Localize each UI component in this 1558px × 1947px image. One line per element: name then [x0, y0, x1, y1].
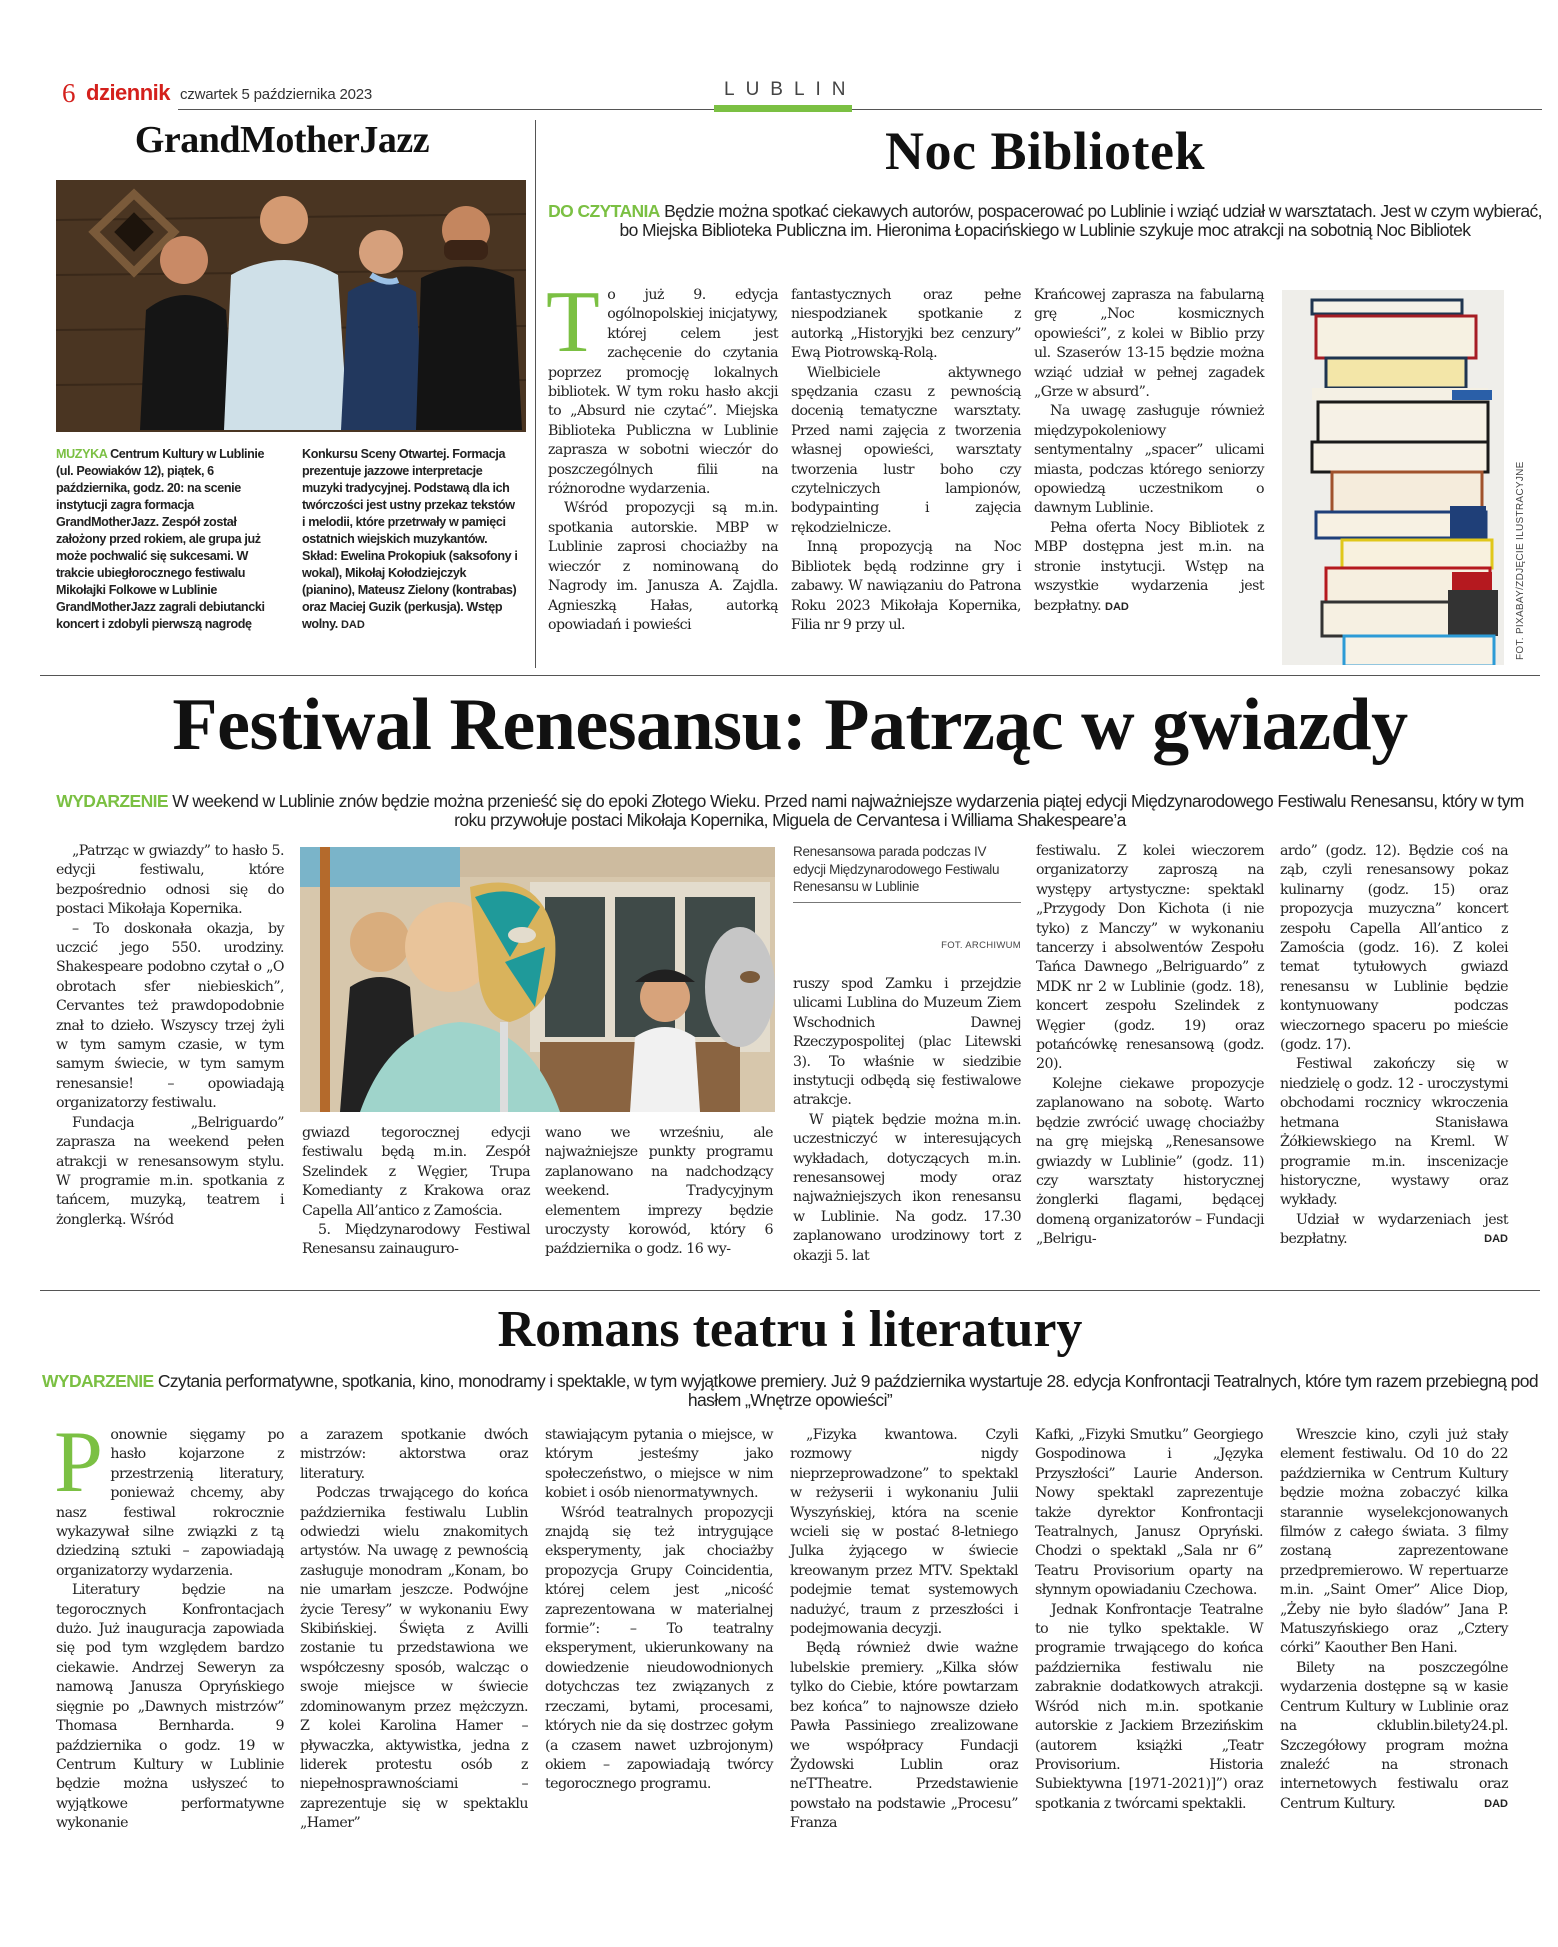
- column-divider: [535, 120, 536, 668]
- parade-photo-illustration: [300, 847, 775, 1112]
- page-header: [62, 78, 1542, 112]
- author-signature: DAD: [1484, 1797, 1508, 1810]
- caption-text: Centrum Kultury w Lublinie (ul. Peowiaków 12), piątek, 6 października, godz. 20: na scenie instytucji zagra formacja GrandMotherJazz. Zespół został założony przed rokiem, ale grupa już może pochwalić się sukcesami. W trakcie ubiegłorocznego festiwalu Mikołajki Folkowe w Lublinie GrandMotherJazz zagrali debiutancki koncert i zdobyli pierwszą nagrodę: [56, 447, 265, 631]
- paragraph: – To doskonała okazja, by uczcić jego 550. urodziny. Shakespeare podobno czytał o „O obrotach sfer niebieskich”, Cervantes też prawdopodobnie znał to dzieło. Wszyscy trzej żyli w tym samym czasie, w tym samym świecie, w tym samym renesansie! – opowiadają organizatorzy festiwalu.: [56, 920, 284, 1112]
- band-photo: [56, 180, 526, 432]
- lead-text: Czytania performatywne, spotkania, kino, monodramy i spektakle, w tym wyjątkowe premiery. Już 9 października wystartuje 28. edycja Konfrontacji Teatralnych, które tym razem przebiegną pod hasłem „Wnętrze opowieści”: [153, 1371, 1539, 1410]
- paragraph: wano we wrześniu, ale najważniejsze punkty programu zaplanowano na nadchodzący weekend. Tradycyjnym elementem imprezy będzie uroczysty korowód, który 6 października o godz. 16 wy-: [545, 1125, 773, 1258]
- paragraph: Jednak Konfrontacje Teatralne to nie tylko spektakle. W programie trwającego do końca października festiwalu nie zabraknie dodatkowych atrakcji. Wśród nich m.in. spotkanie autorskie z Jackiem Brzezińskim (autorem książki „Teatr Provisorium. Historia Subiektywna [1971-2021)]”) oraz spotkania z twórcami spektakli.: [1035, 1601, 1263, 1812]
- section-label: LUBLIN: [724, 79, 857, 100]
- lead-text: W weekend w Lublinie znów będzie można przenieść się do epoki Złotego Wieku. Przed nami najważniejsze wydarzenia piątej edycji Międzynarodowego Festiwalu Renesansu, który w tym roku przywołuje postaci Mikołaja Kopernika, Miguela de Cervantesa i Williama Shakespeare’a: [167, 791, 1524, 830]
- books-stack-illustration: [1282, 290, 1504, 665]
- paragraph: Krańcowej zaprasza na fabularną grę „Noc kosmicznych opowieści”, z kolei w Biblio przy ul. Szaserów 13-15 będzie można wziąć udział w pełnej zagadek „Grze w absurd”.: [1034, 287, 1264, 401]
- article-column-4: [790, 1426, 1018, 1834]
- page-number: 6: [62, 78, 76, 108]
- drop-cap: P: [54, 1414, 103, 1511]
- photo-credit: FOT. PIXABAY/ZDJĘCIE ILUSTRACYJNE: [1515, 461, 1526, 660]
- section-divider: [40, 1290, 1540, 1291]
- article-column-1: [54, 1414, 284, 1834]
- photo-caption: Renesansowa parada podczas IV edycji Międzynarodowego Festiwalu Renesansu w Lublinie: [793, 843, 1021, 903]
- author-signature: DAD: [1484, 1233, 1508, 1246]
- paragraph: Inną propozycją na Noc Bibliotek będą rodzinne gry i zabawy. W nawiązaniu do Patrona Roku 2023 Mikołaja Kopernika, Filia nr 9 przy ul.: [791, 539, 1021, 633]
- paragraph: „Fizyka kwantowa. Czyli rozmowy nigdy nieprzeprowadzone” to spektakl w reżyserii i wykonaniu Julii Wyszyńskiej, która na scenie wcieli się w postać 8-letniego Julka żyjącego w świecie kreowanym przez MTV. Spektakl podejmie temat systemowych nadużyć, traum z przeszłości i podejmowania decyzji.: [790, 1427, 1018, 1638]
- issue-date: czwartek 5 października 2023: [180, 86, 373, 103]
- article-column-5: [1035, 1426, 1263, 1814]
- article-title: Festiwal Renesansu: Patrząc w gwiazdy: [172, 684, 1408, 766]
- books-photo: [1282, 290, 1504, 665]
- paragraph: Ponownie sięgamy po hasło kojarzone z przestrzenią literatury, ponieważ chcemy, aby nasz festiwal rokrocznie wykazywał silne związki z tą dziedziną sztuki – zapowiadają organizatorzy wydarzenia.: [54, 1414, 284, 1579]
- article-column-1: [56, 842, 284, 1230]
- paragraph: ruszy spod Zamku i przejdzie ulicami Lublina do Muzeum Ziem Wschodnich Dawnej Rzeczypospolitej (plac Litewski 3). To właśnie w siedzibie instytucji odbędą się festiwalowe atrakcje.: [793, 976, 1021, 1109]
- article-column-3: [545, 1426, 773, 1795]
- paragraph: Udział w wydarzeniach jest bezpłatny. DAD: [1280, 1211, 1508, 1250]
- article-column-1: [546, 274, 778, 635]
- article-column-5: [1036, 842, 1264, 1250]
- lead-kicker: WYDARZENIE: [41, 1371, 154, 1391]
- article-title: GrandMotherJazz: [134, 119, 430, 161]
- drop-cap: T: [546, 274, 600, 371]
- paragraph: Fundacja „Belriguardo” zaprasza na weekend pełen atrakcji w renesansowym stylu. W programie m.in. spotkania z tańcem, muzyką, teatrem i żonglerką. Wśród: [56, 1114, 284, 1228]
- author-signature: DAD: [340, 619, 365, 631]
- paragraph: 5. Międzynarodowy Festiwal Renesansu zainauguro-: [302, 1222, 530, 1258]
- paragraph: Kafki, „Fizyki Smutku” Georgiego Gospodinowa i „Języka Przyszłości” Laurie Anderson. Nowy spektakl zaprezentuje także dyrektor Konfrontacji Teatralnych, Janusz Opryński. Chodzi o spektakl „Sala nr 6” Teatru Provisorium oparty na słynnym opowiadaniu Czechowa.: [1035, 1427, 1263, 1599]
- paragraph: festiwalu. Z kolei wieczorem organizatorzy zaproszą na występy artystyczne: spektakl „Przygody Don Kichota (i nie tyko) z Manczy” w wykonaniu tancerzy i absolwentów Zespołu Tańca Dawnego „Belriguardo” z MDK nr 2 w Lublinie (godz. 18), koncert zespołu Szelindek z Węgier (godz. 19) oraz potańcówkę renesansową (godz. 20).: [1036, 843, 1264, 1073]
- paragraph: Wreszcie kino, czyli już stały element festiwalu. Od 10 do 22 października w Centrum Kultury będzie można zobaczyć kilka starannie wyselekcjonowanych filmów z całego świata. 3 filmy zostaną zaprezentowane przedpremierowo. W repertuarze m.in. „Saint Omer” Alice Diop, „Żeby nie było śladów” Jana P. Matuszyńskiego oraz „Cztery córki” Kaouther Ben Hani.: [1280, 1427, 1508, 1657]
- photo-caption-col2: [302, 446, 520, 634]
- article-column-2: [302, 1124, 530, 1260]
- paragraph: Kolejne ciekawe propozycje zaplanowano na sobotę. Warto będzie zwrócić uwagę chociażby na grę miejską „Renesansowe gwiazdy w Lublinie” (godz. 11) czy warsztaty historycznej żonglerki flagami, będącej domeną organizatorów – Fundacji „Belrigu-: [1036, 1075, 1264, 1248]
- section-divider: [40, 675, 1540, 676]
- article-title: Noc Bibliotek: [884, 121, 1205, 181]
- header-rule: [178, 109, 1542, 110]
- article-column-6: [1280, 1426, 1508, 1814]
- photo-credit: FOT. ARCHIWUM: [941, 940, 1021, 951]
- lead-kicker: DO CZYTANIA: [548, 201, 660, 221]
- paragraph: Pełna oferta Nocy Bibliotek z MBP dostępna jest m.in. na stronie instytucji. Wstęp na wszystkie wydarzenia jest bezpłatny. DAD: [1034, 519, 1264, 614]
- article-title: Romans teatru i literatury: [497, 1301, 1083, 1358]
- article-lead: [40, 1372, 1540, 1410]
- article-column-6: [1280, 842, 1508, 1250]
- photo-caption-col1: [56, 446, 274, 633]
- paragraph: Festiwal zakończy się w niedzielę o godz. 12 - uroczystymi obchodami rocznicy wkroczenia hetmana Stanisława Żółkiewskiego na Kreml. W programie m.in. inscenizacje historyczne, wystawy oraz wykłady.: [1280, 1056, 1508, 1209]
- paragraph: gwiazd tegorocznej edycji festiwalu będą m.in. Zespół Szelindek z Węgier, Trupa Komedianty z Krakowa oraz Capella All’antico z Zamościa.: [302, 1125, 530, 1219]
- paragraph: „Patrząc w gwiazdy” to hasło 5. edycji festiwalu, które bezpośrednio odnosi się do postaci Mikołaja Kopernika.: [56, 843, 284, 918]
- article-lead: [545, 202, 1545, 240]
- parade-photo: [300, 847, 775, 1112]
- paragraph: Wśród teatralnych propozycji znajdą się też intrygujące eksperymenty, jak chociażby propozycja Grupy Coincidentia, której celem jest „nicość zaprezentowana w materialnej formie”: – To teatralny eksperyment, ukierunkowany na dowiedzenie nieudowodnionych dotychczas tez związanych z rzeczami, bytami, procesami, których nie da się dostrzec gołym (a czasem nawet uzbrojonym) okiem – zapowiadają twórcy tegorocznego programu.: [545, 1504, 773, 1793]
- paragraph: Będą również dwie ważne lubelskie premiery. „Kilka słów tylko do Ciebie, które powtarzam bez końca” to najnowsze dzieło Pawła Passiniego zrealizowane we współpracy Fundacji Żydowski Lublin oraz neTTheatre. Przedstawienie powstało na podstawie „Procesu” Franza: [790, 1640, 1018, 1832]
- newspaper-logo: dziennik: [86, 80, 171, 105]
- article-column-4: [793, 975, 1021, 1266]
- paragraph: W piątek będzie można m.in. uczestniczyć w interesujących wykładach, dotyczących m.in. renesansowej mody oraz najważniejszych ikon renesansu w Lublinie. Na godz. 17.30 zaplanowano urodzinowy tort z okazji 5. lat: [793, 1111, 1021, 1264]
- paragraph: To już 9. edycja ogólnopolskiej inicjatywy, której celem jest zachęcenie do czytania poprzez promocję lokalnych bibliotek. W tym roku hasło akcji to „Absurd nie czytać”. Miejska Biblioteka Publiczna w Lublinie zaprasza w sobotni wieczór do poszczególnych filii na różnorodne wydarzenia.: [546, 274, 778, 498]
- caption-text: Konkursu Sceny Otwartej. Formacja prezentuje jazzowe interpretacje muzyki tradycyjnej. Podstawą dla ich twórczości jest ustny przekaz tekstów i melodii, które przetrwały w pamięci ostatnich wiejskich muzykantów. Skład: Ewelina Prokopiuk (saksofony i wokal), Mikołaj Kołodziejczyk (pianino), Mateusz Zielony (kontrabas) oraz Maciej Guzik (perkusja). Wstęp wolny.: [302, 447, 518, 631]
- paragraph: Literatury będzie na tegorocznych Konfrontacjach dużo. Już inauguracja zapowiada się pod tym względem bardzo ciekawie. Andrzej Seweryn za namową Janusza Opryńskiego sięgnie po „Dawnych mistrzów” Thomasa Bernharda. 9 października o godz. 19 w Centrum Kultury w Lublinie będzie można usłyszeć to wyjątkowe performatywne wykonanie: [56, 1582, 284, 1832]
- article-column-3: [1034, 286, 1264, 617]
- paragraph: Bilety na poszczególne wydarzenia dostępne są w kasie Centrum Kultury w Lublinie oraz na cklublin.bilety24.pl. Szczegółowy program można znaleźć na stronach internetowych festiwalu oraz Centrum Kultury. DAD: [1280, 1659, 1508, 1814]
- paragraph: Na uwagę zasługuje również międzypokoleniowy sentymentalny „spacer” ulicami miasta, podczas którego seniorzy opowiedzą uczestnikom o dawnym Lublinie.: [1034, 403, 1264, 517]
- article-column-3: [545, 1124, 773, 1260]
- caption-kicker: MUZYKA: [56, 447, 108, 461]
- author-signature: DAD: [1105, 600, 1129, 613]
- paragraph: Podczas trwającego do końca października festiwalu Lublin odwiedzi wielu znakomitych artystów. Na uwagę z pewnością zasługuje monodram „Konam, bo nie umarłam jeszcze. Podwójne życie Teresy” w wykonaniu Ewy Skibińskiej. Święta z Avilli zostanie tu przedstawiona we współczesny sposób, walcząc o swoje miejsce w świecie zdominowanym przez mężczyzn. Z kolei Karolina Hamer – pływaczka, aktywistka, jedna z liderek protestu osób z niepełnosprawnościami – zaprezentuje się w spektaklu „Hamer”: [300, 1485, 528, 1832]
- paragraph: stawiającym pytania o miejsce, w którym jesteśmy jako społeczeństwo, o miejsce w nim kobiet i osób nienormatywnych.: [545, 1427, 773, 1502]
- paragraph: fantastycznych oraz pełne niespodzianek spotkanie z autorką „Historyjki bez cenzury” Ewą Piotrowską-Rolą.: [791, 287, 1021, 362]
- lead-text: Będzie można spotkać ciekawych autorów, pospacerować po Lublinie i wziąć udział w warsztatach. Jest w czym wybierać, bo Miejska Biblioteka Publiczna im. Hieronima Łopacińskiego w Lublinie szykuje moc atrakcji na sobotnią Noc Bibliotek: [619, 201, 1542, 240]
- lead-kicker: WYDARZENIE: [56, 791, 168, 811]
- paragraph: Wielbiciele aktywnego spędzania czasu z pewnością docenią tematyczne warsztaty. Przed nami zajęcia z tworzenia własnej opowieści, warsztaty tworzenia lustr boho czy czytelniczych lampionów, bodypainting i zajęcia rękodzielnicze.: [791, 364, 1021, 536]
- article-column-2: [300, 1426, 528, 1834]
- paragraph: Wśród propozycji są m.in. spotkania autorskie. MBP w Lublinie zaprosi chociażby na wieczór z nominowaną do Nagrody im. Janusza A. Zajdla. Agnieszką Hałas, autorką opowiadań i powieści: [548, 500, 778, 633]
- paragraph: ardo” (godz. 12). Będzie coś na ząb, czyli renesansowy pokaz kulinarny (godz. 15) oraz propozycja muzyczna” koncert zespołu Capella All’antico z Zamościa (godz. 16). Z kolei temat tytułowych gwiazd renesansu w Lublinie będzie kontynuowany podczas wieczornego spaceru po mieście (godz. 17).: [1280, 843, 1508, 1054]
- article-column-2: [791, 286, 1021, 635]
- paragraph: a zarazem spotkanie dwóch mistrzów: aktorstwa oraz literatury.: [300, 1427, 528, 1482]
- article-lead: [40, 792, 1540, 830]
- band-photo-illustration: [56, 180, 526, 432]
- section-accent-bar: [714, 105, 852, 112]
